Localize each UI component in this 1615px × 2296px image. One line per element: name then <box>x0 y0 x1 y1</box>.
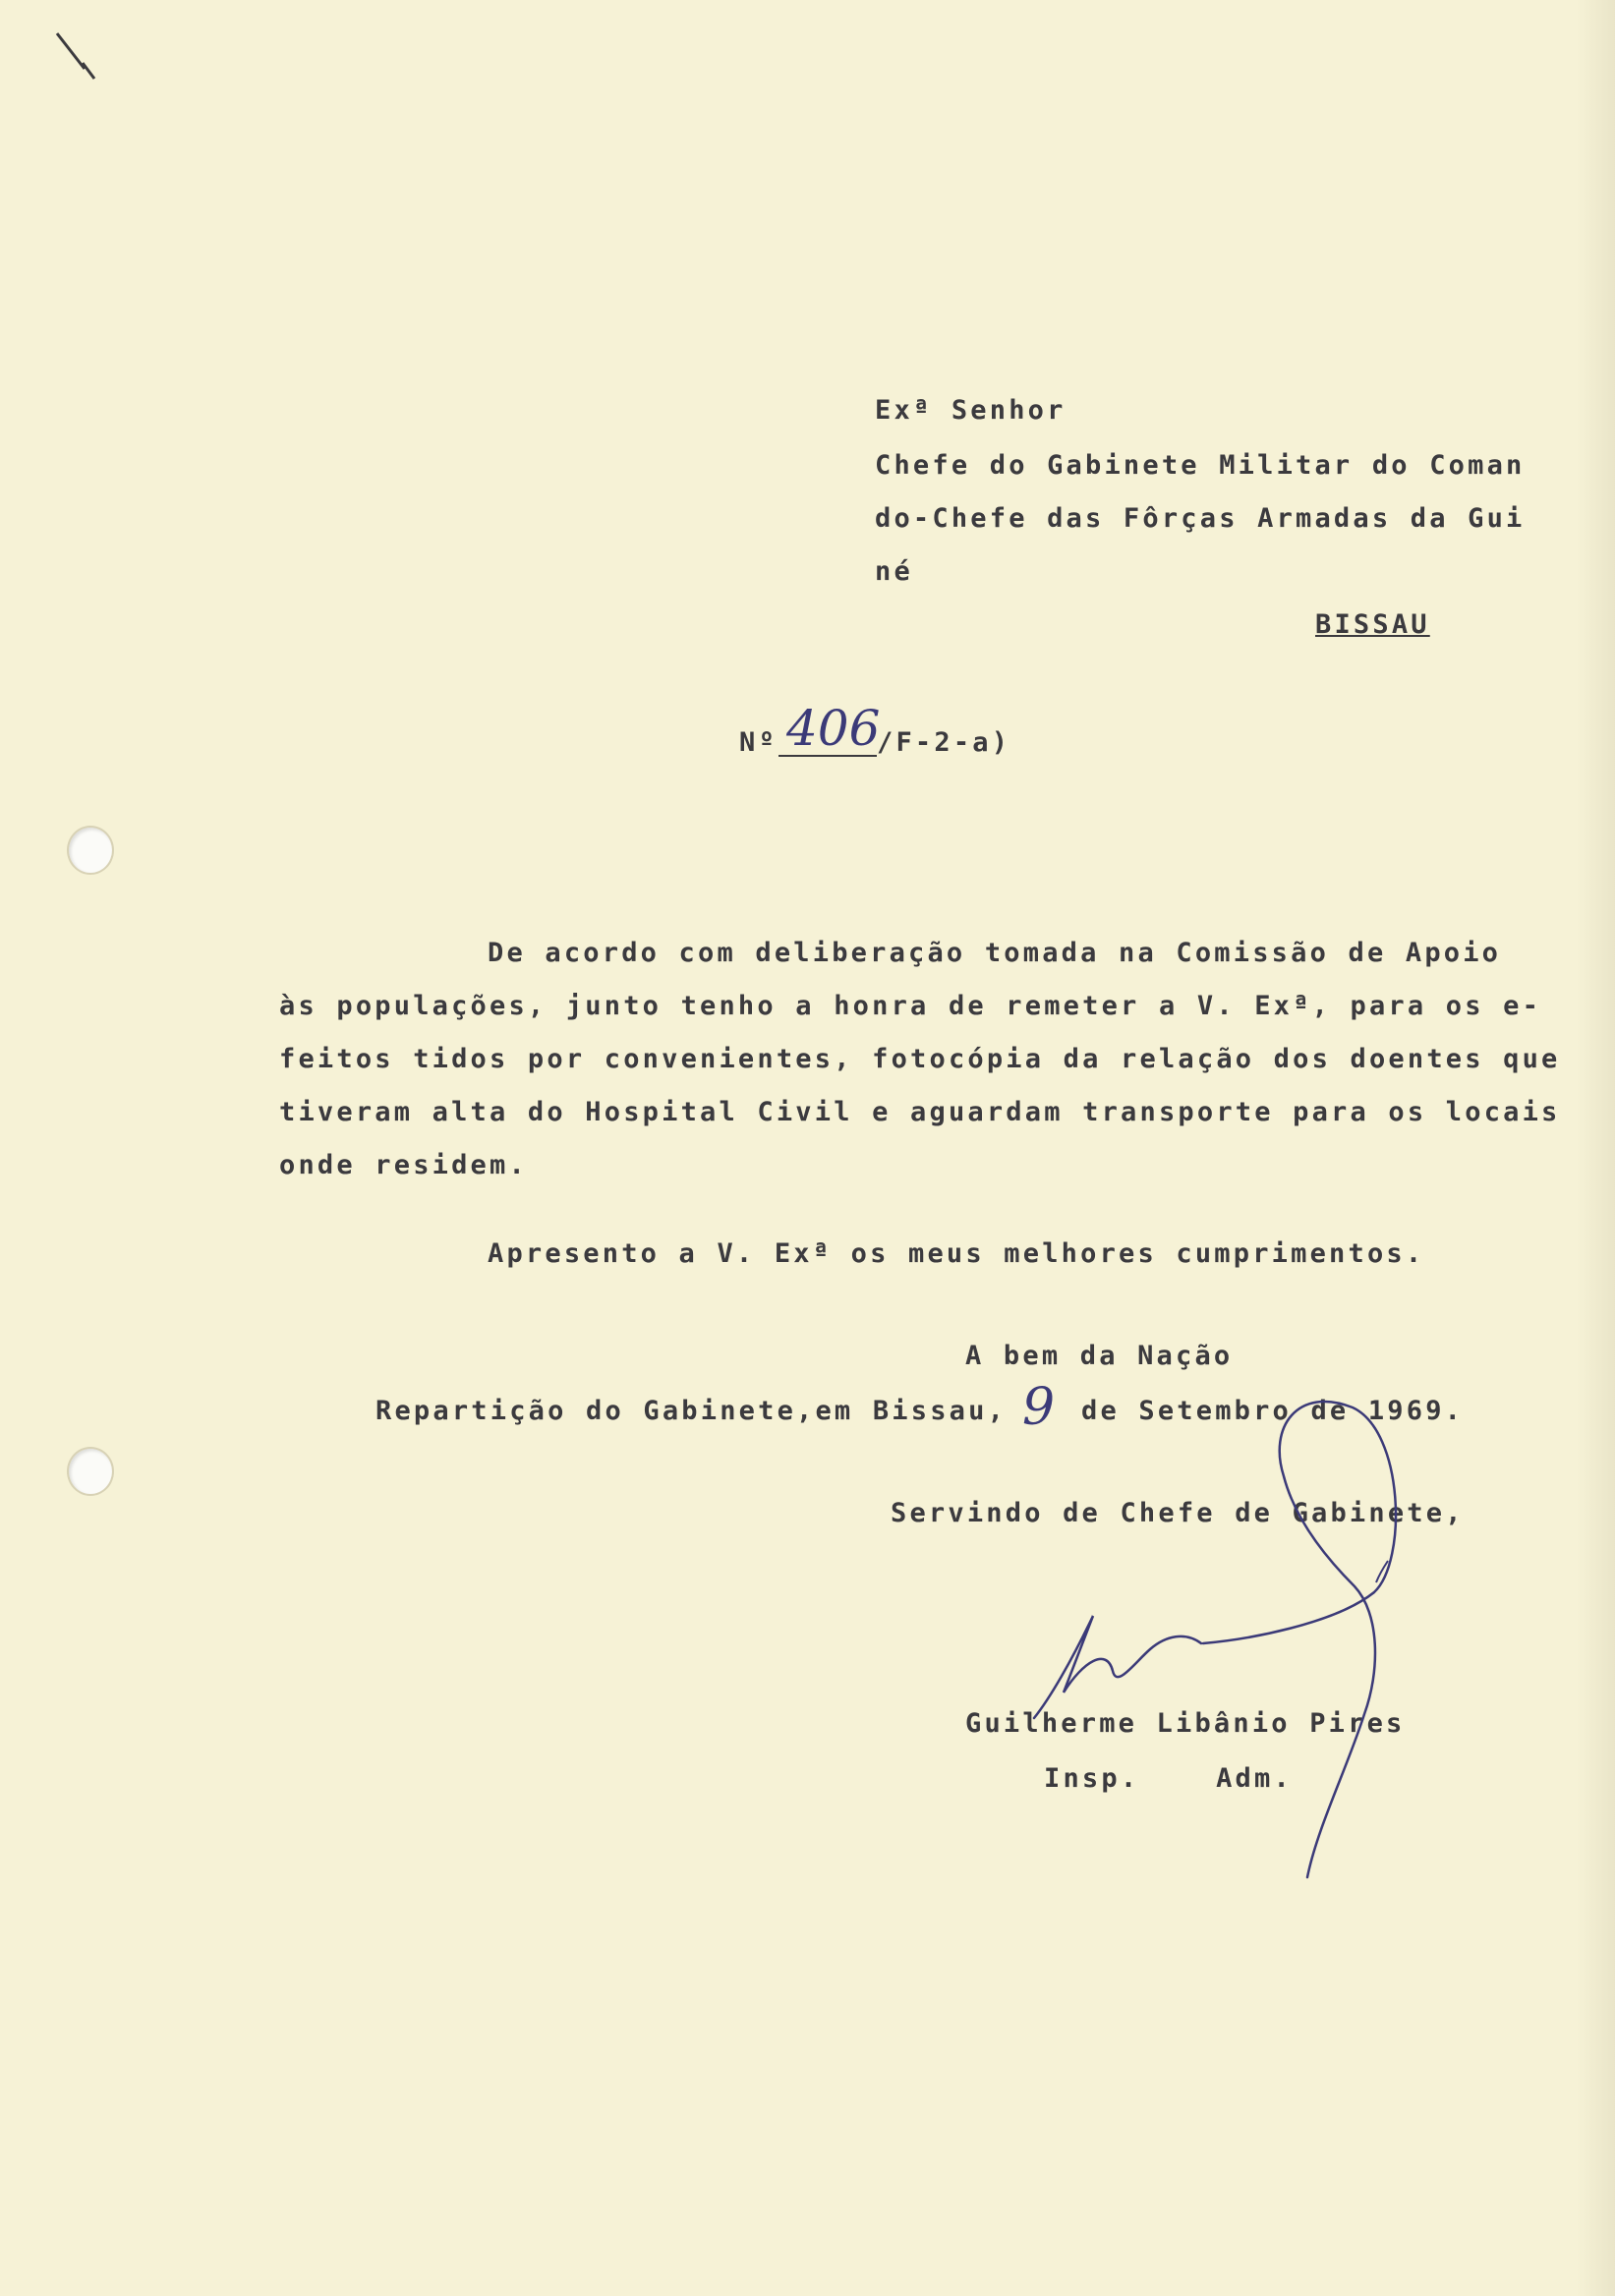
reference-prefix: Nº <box>739 727 778 758</box>
reference-suffix: /F-2-a) <box>877 727 1011 758</box>
addressee-line-3: né <box>875 556 913 587</box>
signatory-name: Guilherme Libânio Pires <box>965 1708 1406 1739</box>
body-line-2: às populações, junto tenho a honra de remeter a V. Exª, para os e- <box>279 991 1542 1021</box>
place-date-end: de Setembro de 1969. <box>1081 1396 1465 1426</box>
day-handwritten: 9 <box>1022 1378 1056 1437</box>
salutation: Exª Senhor <box>875 395 1067 426</box>
punch-hole-bottom <box>67 1447 114 1496</box>
page-edge-shadow <box>1576 0 1615 2296</box>
reference-number-handwritten: 406 <box>786 700 881 757</box>
body-line-3: feitos tidos por convenientes, fotocópia da relação dos doentes que <box>279 1044 1561 1074</box>
signatory-title: Insp. Adm. <box>1044 1763 1293 1794</box>
closing-motto: A bem da Nação <box>965 1341 1234 1371</box>
place-date-start: Repartição do Gabinete,em Bissau, <box>375 1396 1008 1426</box>
courtesy-line: Apresento a V. Exª os meus melhores cumprimentos. <box>488 1238 1425 1269</box>
addressee-city: BISSAU <box>1315 609 1430 640</box>
body-line-5: onde residem. <box>279 1150 528 1180</box>
body-line-4: tiveram alta do Hospital Civil e aguardam transporte para os locais <box>279 1097 1561 1127</box>
closing-role: Servindo de Chefe de Gabinete, <box>891 1498 1465 1528</box>
punch-hole-top <box>67 826 114 875</box>
addressee-line-1: Chefe do Gabinete Militar do Coman <box>875 450 1526 481</box>
addressee-line-2: do-Chefe das Fôrças Armadas da Gui <box>875 503 1526 534</box>
body-line-1: De acordo com deliberação tomada na Comissão de Apoio <box>488 938 1502 968</box>
